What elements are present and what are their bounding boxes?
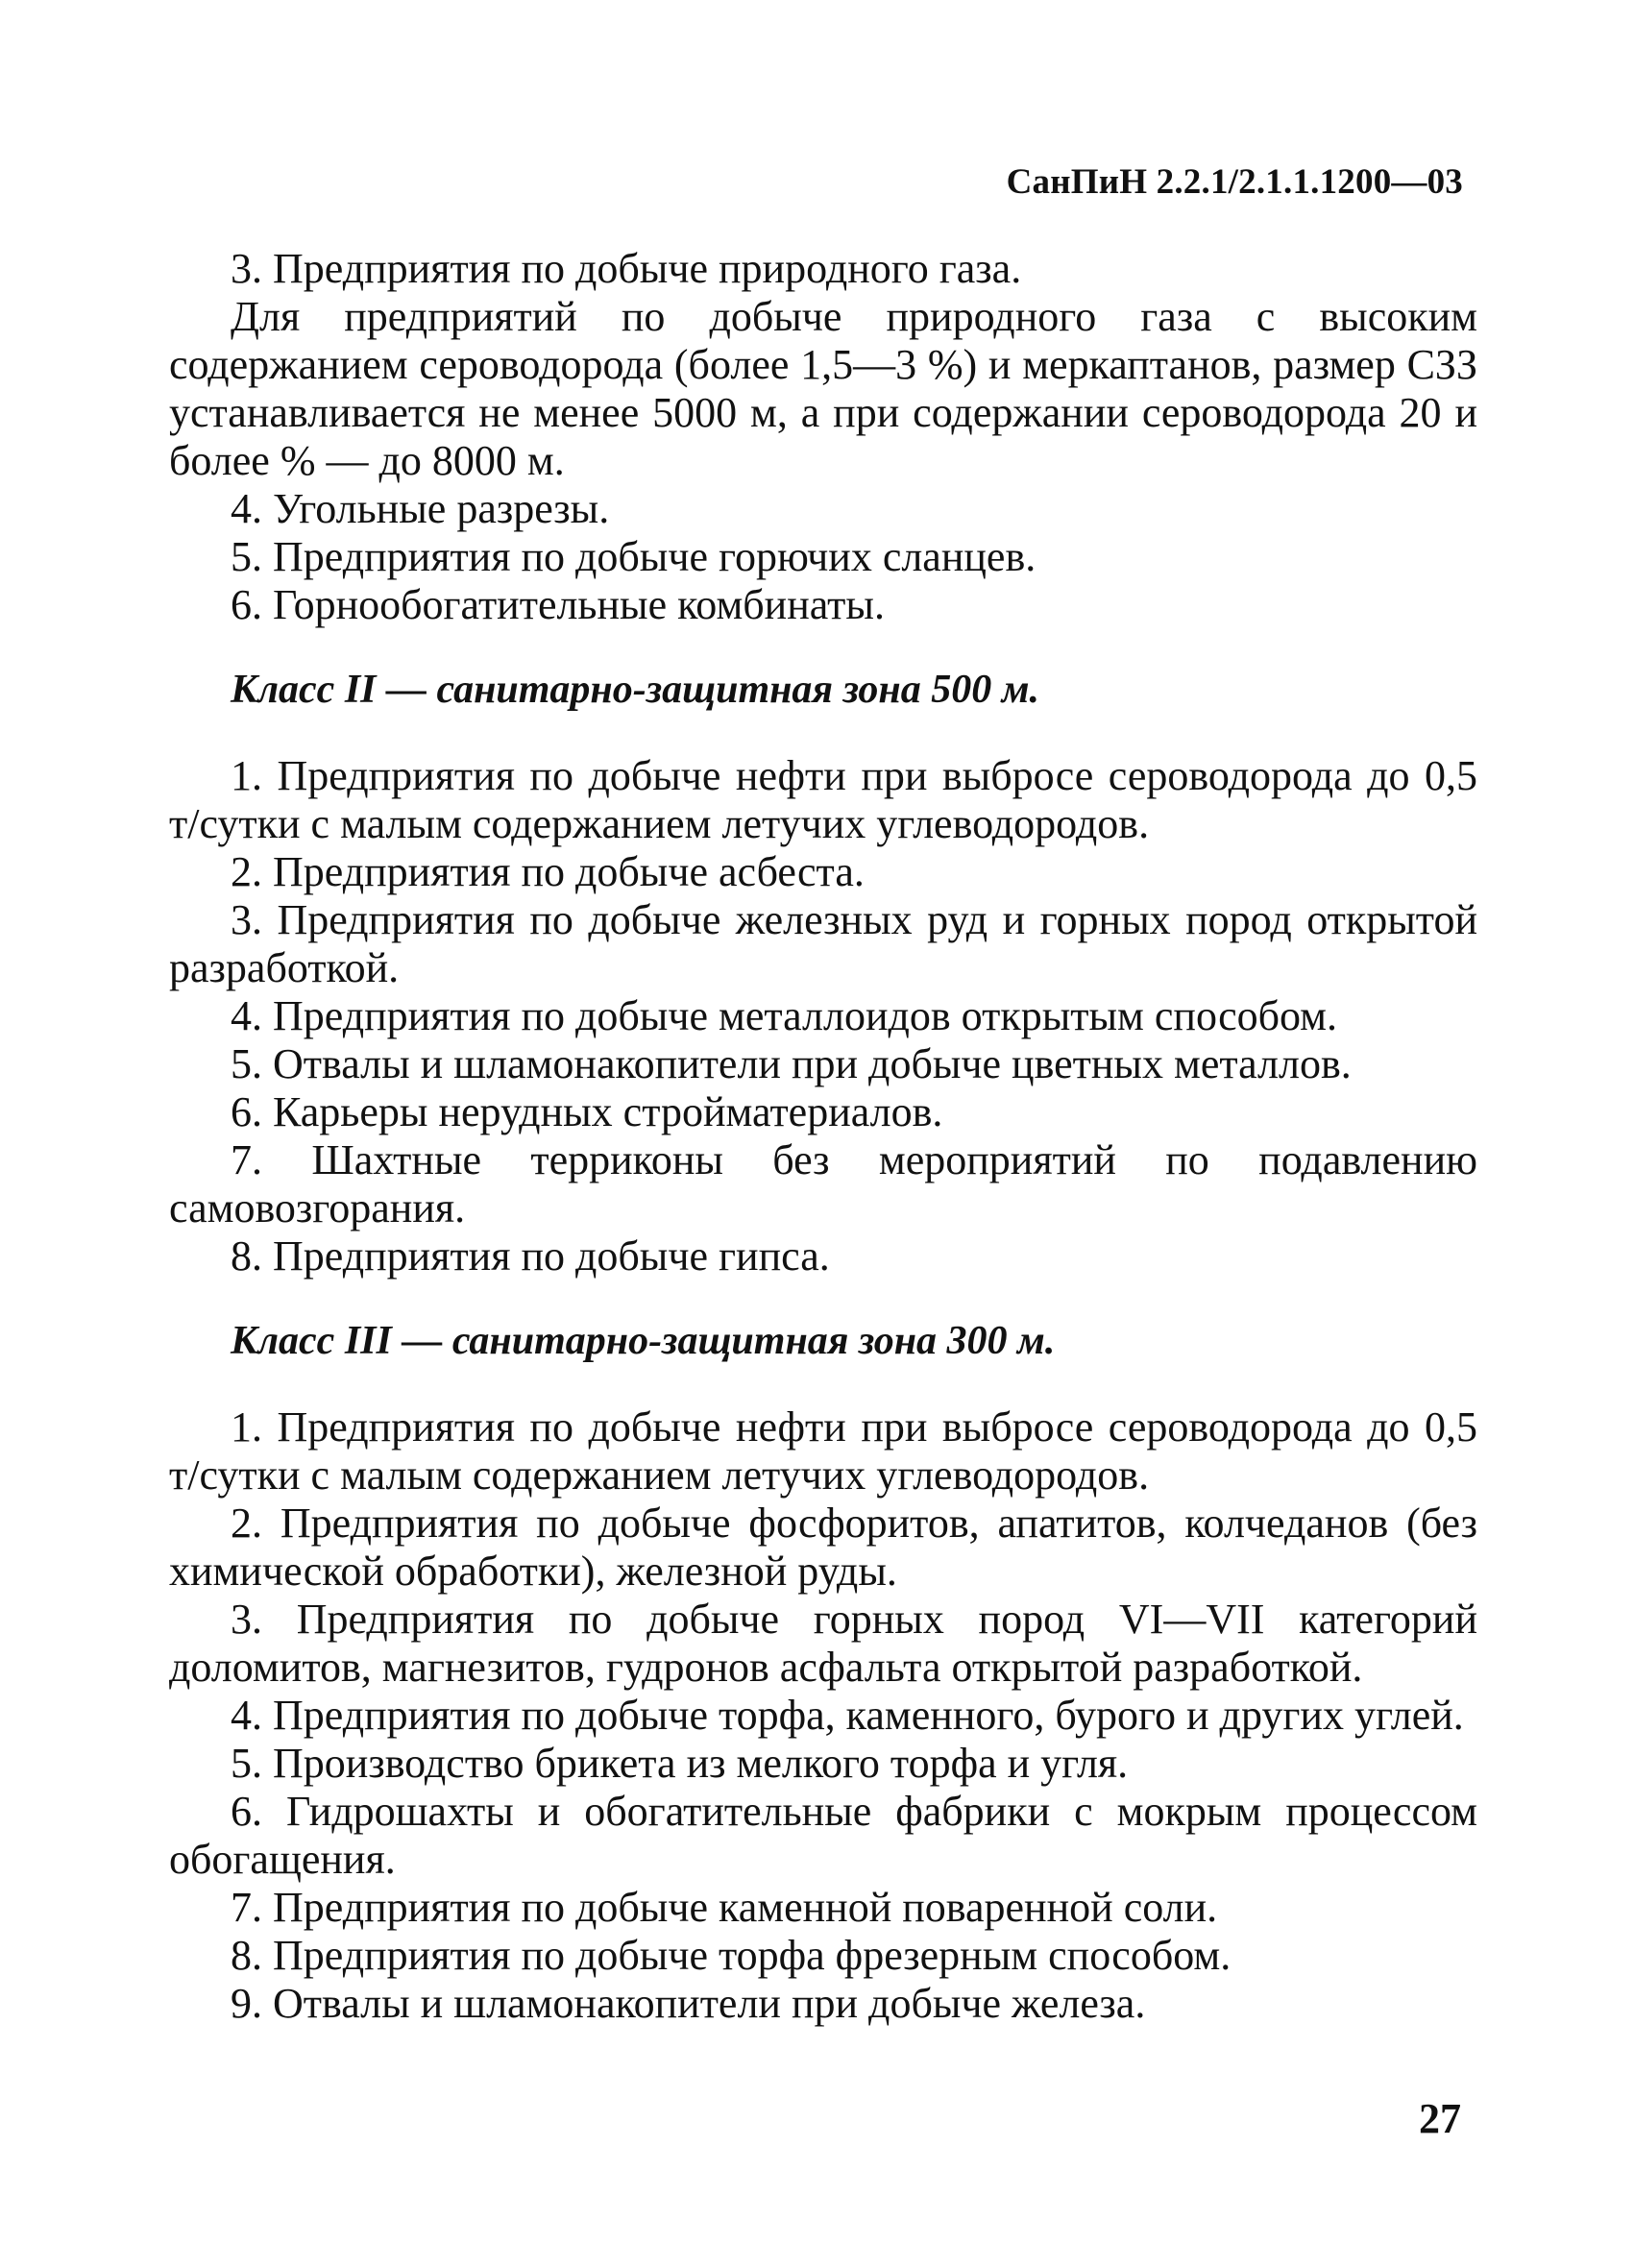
paragraph: Для предприятий по добыче природного газа с высоким содержанием сероводорода (более 1,5—3 %) и меркаптанов, размер СЗЗ устанавливается не менее 5000 м, а при содержании сероводорода 20 и более % — до 8000 м. <box>169 293 1477 484</box>
section-heading-class-3: Класс III — санитарно-защитная зона 300 м. <box>231 1319 1056 1363</box>
list-item: 8. Предприятия по добыче торфа фрезерным способом. <box>231 1932 1232 1979</box>
list-item: 6. Гидрошахты и обогатительные фабрики с мокрым процессом обогащения. <box>169 1788 1477 1883</box>
list-item: 9. Отвалы и шламонакопители при добыче железа. <box>231 1980 1146 2027</box>
document-code-header: СанПиН 2.2.1/2.1.1.1200—03 <box>1006 162 1463 202</box>
list-item: 2. Предприятия по добыче фосфоритов, апатитов, колчеданов (без химической обработки), железной руды. <box>169 1500 1477 1595</box>
list-item: 7. Шахтные терриконы без мероприятий по подавлению самовозгорания. <box>169 1136 1477 1232</box>
list-item: 1. Предприятия по добыче нефти при выбросе сероводорода до 0,5 т/сутки с малым содержанием летучих углеводородов. <box>169 1403 1477 1499</box>
list-item: 5. Предприятия по добыче горючих сланцев. <box>231 533 1036 580</box>
list-item: 3. Предприятия по добыче горных пород VI—VII категорий доломитов, магнезитов, гудронов асфальта открытой разработкой. <box>169 1596 1477 1691</box>
list-item: 4. Предприятия по добыче металлоидов открытым способом. <box>231 992 1337 1039</box>
list-item: 6. Горнообогатительные комбинаты. <box>231 581 885 628</box>
list-item: 4. Угольные разрезы. <box>231 485 610 532</box>
list-item: 5. Производство брикета из мелкого торфа и угля. <box>231 1740 1129 1787</box>
list-item: 5. Отвалы и шламонакопители при добыче цветных металлов. <box>231 1040 1352 1087</box>
section-heading-class-2: Класс II — санитарно-защитная зона 500 м. <box>231 668 1039 712</box>
list-item: 2. Предприятия по добыче асбеста. <box>231 848 865 895</box>
list-item: 7. Предприятия по добыче каменной поваренной соли. <box>231 1884 1218 1931</box>
list-item: 6. Карьеры нерудных стройматериалов. <box>231 1088 943 1135</box>
list-item: 4. Предприятия по добыче торфа, каменного, бурого и других углей. <box>231 1692 1464 1739</box>
document-body <box>169 245 1477 2028</box>
list-item: 8. Предприятия по добыче гипса. <box>231 1232 830 1280</box>
page-number: 27 <box>1419 2095 1461 2142</box>
list-item: 3. Предприятия по добыче железных руд и горных пород открытой разработкой. <box>169 896 1477 991</box>
list-item: 3. Предприятия по добыче природного газа. <box>231 245 1022 292</box>
list-item: 1. Предприятия по добыче нефти при выбросе сероводорода до 0,5 т/сутки с малым содержанием летучих углеводородов. <box>169 752 1477 847</box>
